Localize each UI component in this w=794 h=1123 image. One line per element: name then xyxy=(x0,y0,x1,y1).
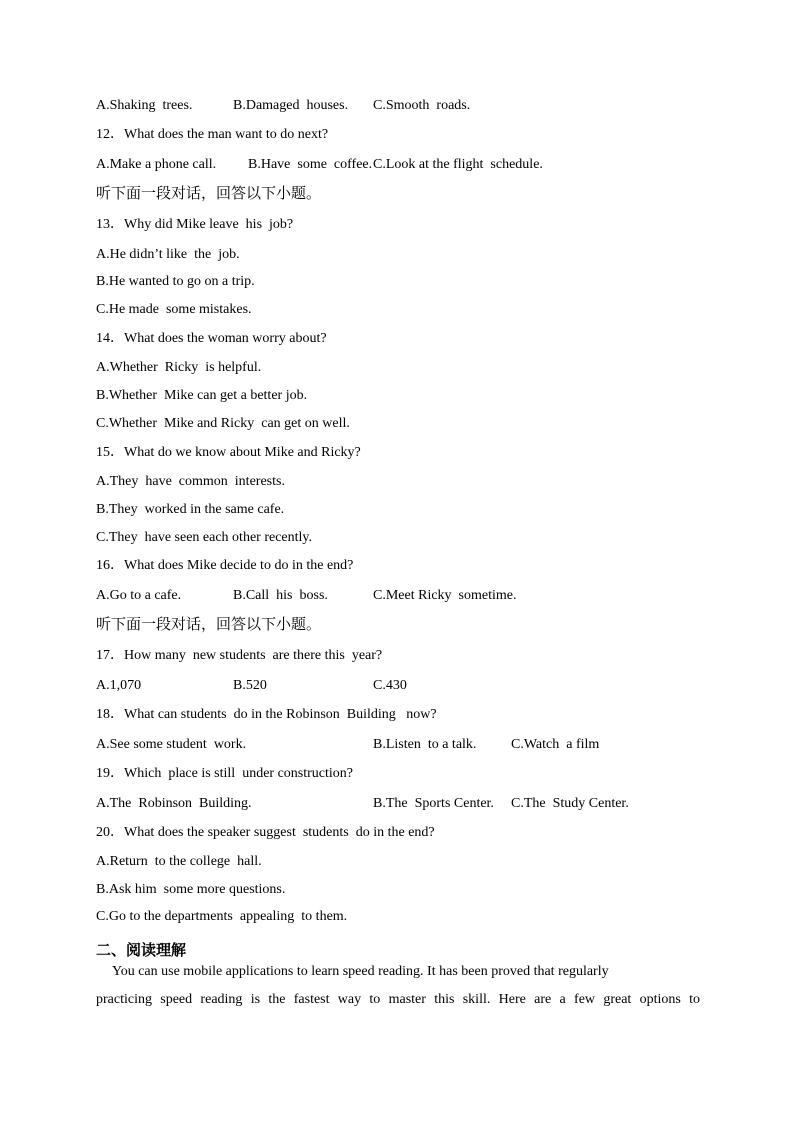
q13-question: 13．Why did Mike leave his job? xyxy=(96,217,294,232)
q12-option-b: B.Have some coffee. xyxy=(248,157,373,172)
q20-option-b: B.Ask him some more questions. xyxy=(96,882,286,897)
q14-option-b: B.Whether Mike can get a better job. xyxy=(96,388,308,403)
section-intro: 听下面一段对话，回答以下小题。 xyxy=(96,615,322,633)
section-intro: 听下面一段对话，回答以下小题。 xyxy=(96,184,322,202)
q20-option-c: C.Go to the departments appealing to them. xyxy=(96,909,348,924)
q20-question: 20．What does the speaker suggest students do in the end? xyxy=(96,825,435,840)
q16-option-a: A.Go to a cafe. xyxy=(96,588,182,603)
q11-option-b: B.Damaged houses. xyxy=(233,98,349,113)
q17-option-b: B.520 xyxy=(233,678,267,693)
section-heading: 二、阅读理解 xyxy=(96,941,187,959)
q12-option-c: C.Look at the flight schedule. xyxy=(373,157,543,172)
q18-option-a: A.See some student work. xyxy=(96,737,247,752)
q12-question: 12．What does the man want to do next? xyxy=(96,127,329,142)
q11-option-a: A.Shaking trees. xyxy=(96,98,193,113)
q19-question: 19．Which place is still under construction? xyxy=(96,766,353,781)
q18-option-c: C.Watch a film xyxy=(511,737,600,752)
q17-option-a: A.1,070 xyxy=(96,678,142,693)
q18-question: 18．What can students do in the Robinson Building now? xyxy=(96,707,437,722)
q19-option-a: A.The Robinson Building. xyxy=(96,796,252,811)
q13-option-a: A.He didn’t like the job. xyxy=(96,247,240,262)
q15-option-b: B.They worked in the same cafe. xyxy=(96,502,285,517)
reading-paragraph-line-2: practicing speed reading is the fastest way to master this skill. Here are a few great options to xyxy=(96,992,700,1007)
q17-option-c: C.430 xyxy=(373,678,407,693)
q16-question: 16．What does Mike decide to do in the end? xyxy=(96,558,354,573)
q13-option-c: C.He made some mistakes. xyxy=(96,302,252,317)
q12-option-a: A.Make a phone call. xyxy=(96,157,217,172)
q11-option-c: C.Smooth roads. xyxy=(373,98,471,113)
q19-option-b: B.The Sports Center. xyxy=(373,796,494,811)
q16-option-c: C.Meet Ricky sometime. xyxy=(373,588,517,603)
q13-option-b: B.He wanted to go on a trip. xyxy=(96,274,255,289)
q20-option-a: A.Return to the college hall. xyxy=(96,854,262,869)
q14-option-a: A.Whether Ricky is helpful. xyxy=(96,360,262,375)
q15-option-a: A.They have common interests. xyxy=(96,474,285,489)
q14-question: 14．What does the woman worry about? xyxy=(96,331,327,346)
q16-option-b: B.Call his boss. xyxy=(233,588,328,603)
q15-question: 15．What do we know about Mike and Ricky? xyxy=(96,445,361,460)
q18-option-b: B.Listen to a talk. xyxy=(373,737,477,752)
reading-paragraph-line-1: You can use mobile applications to learn speed reading. It has been proved that regularly xyxy=(112,964,609,979)
q15-option-c: C.They have seen each other recently. xyxy=(96,530,312,545)
q19-option-c: C.The Study Center. xyxy=(511,796,629,811)
q14-option-c: C.Whether Mike and Ricky can get on well. xyxy=(96,416,350,431)
q17-question: 17．How many new students are there this year? xyxy=(96,648,383,663)
